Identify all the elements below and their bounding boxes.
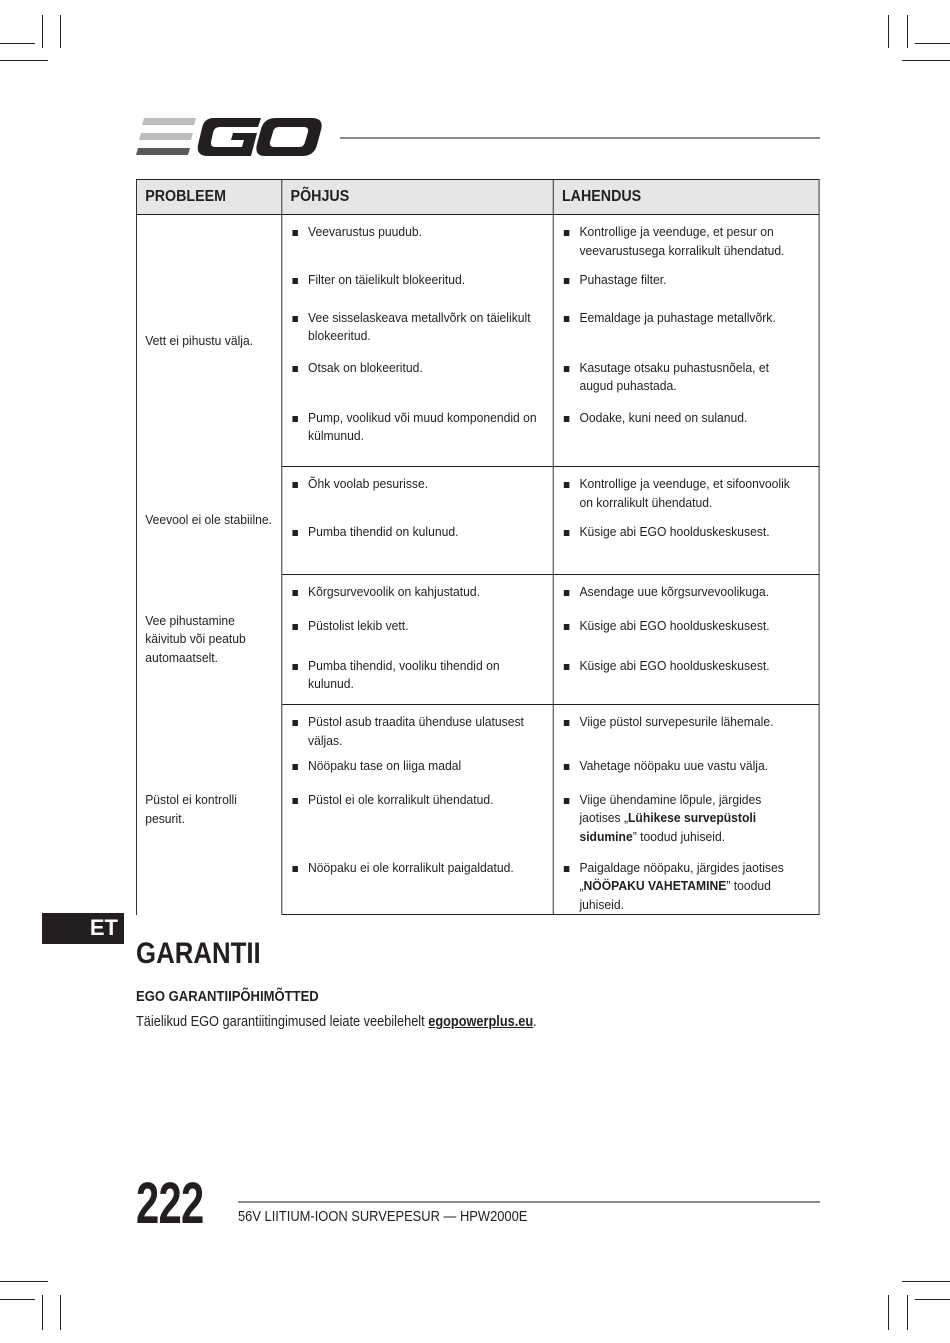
table-row	[136, 467, 819, 521]
solution-item	[554, 223, 819, 260]
bullet-icon	[292, 720, 298, 726]
crop-mark	[0, 1281, 48, 1282]
solution-cell	[553, 615, 819, 655]
cause-item	[282, 713, 552, 750]
solution-cell	[553, 269, 819, 307]
solution-item	[554, 523, 819, 542]
crop-mark	[42, 15, 43, 48]
page-number: 222	[136, 1171, 204, 1236]
solution-text-before: Paigaldage nööpaku, järgides jaotises „	[579, 859, 784, 893]
section-subtitle: EGO GARANTIIPÕHIMÕTTED	[136, 989, 319, 1005]
cause-cell	[282, 407, 553, 467]
solution-cell	[553, 655, 819, 705]
cause-item	[282, 359, 552, 378]
solution-item	[554, 271, 819, 290]
crop-mark	[0, 60, 48, 61]
solution-cell	[553, 467, 819, 521]
cause-text: Pumba tihendid, vooliku tihendid on kulunud.	[308, 657, 500, 691]
bullet-icon	[564, 764, 570, 770]
bullet-icon	[292, 624, 298, 630]
bullet-icon	[564, 530, 570, 536]
cause-item	[282, 859, 552, 878]
solution-cell	[553, 521, 819, 575]
crop-mark	[907, 1295, 908, 1330]
cause-text: Kõrgsurvevoolik on kahjustatud.	[308, 584, 481, 599]
solution-cell	[553, 789, 819, 857]
bullet-icon	[564, 316, 570, 322]
solution-text-before: Viige ühendamine lõpule, järgides jaotises „	[579, 791, 762, 825]
cause-text: Veevarustus puudub.	[308, 224, 423, 239]
solution-cell	[553, 705, 819, 755]
cause-text: Nööpaku tase on liiga madal	[308, 757, 462, 773]
solution-text: Oodake, kuni need on sulanud.	[579, 409, 748, 425]
ego-logo	[136, 116, 322, 158]
bullet-icon	[564, 590, 570, 596]
warranty-text	[136, 1014, 537, 1030]
bullet-icon	[564, 866, 570, 872]
cause-cell	[282, 857, 553, 915]
problem-cell: Püstol ei kontrolli pesurit.	[136, 705, 281, 915]
solution-item	[554, 309, 819, 328]
bullet-icon	[292, 316, 298, 322]
solution-text: Puhastage filter.	[579, 271, 667, 287]
bullet-icon	[292, 590, 298, 596]
solution-cell	[553, 575, 819, 615]
cause-text: Püstolist lekib vett.	[308, 617, 409, 633]
cause-cell	[282, 357, 553, 407]
cause-text: Vee sisselaskeava metallvõrk on täielikult blokeeritud.	[308, 309, 531, 343]
crop-mark	[907, 15, 908, 48]
language-tab	[42, 913, 124, 944]
problem-cell: Veevool ei ole stabiilne.	[136, 467, 281, 575]
crop-mark	[902, 1281, 950, 1282]
bullet-icon	[292, 866, 298, 872]
bullet-icon	[564, 624, 570, 630]
solution-item	[554, 757, 819, 776]
bullet-icon	[292, 530, 298, 536]
crop-mark	[0, 1299, 35, 1300]
cause-item	[282, 523, 552, 542]
crop-mark	[902, 60, 950, 61]
solution-text: Kasutage otsaku puhastusnõela, et augud puhastada.	[579, 359, 769, 393]
cause-text: Püstol ei ole korralikult ühendatud.	[308, 791, 494, 807]
solution-text-after: ” toodud juhiseid.	[579, 878, 771, 912]
bullet-icon	[292, 764, 298, 770]
solution-item	[554, 713, 819, 732]
solution-item	[554, 859, 819, 915]
solution-text: Küsige abi EGO hoolduskeskusest.	[579, 523, 770, 539]
solution-item	[554, 409, 819, 428]
cause-text: Pumba tihendid on kulunud.	[308, 523, 459, 539]
bullet-icon	[292, 278, 298, 284]
column-header-problem: PROBLEEM	[136, 180, 281, 215]
language-tab-label: ET	[89, 915, 118, 940]
solution-text-bold: NÖÖPAKU VAHETAMINE	[583, 878, 727, 893]
solution-text: Viige püstol survepesurile lähemale.	[579, 714, 774, 729]
bullet-icon	[564, 664, 570, 670]
cause-text: Otsak on blokeeritud.	[308, 359, 423, 375]
bullet-icon	[564, 278, 570, 284]
solution-item	[554, 359, 819, 396]
solution-text-after: ” toodud juhiseid.	[632, 828, 726, 844]
table-row	[136, 215, 819, 269]
bullet-icon	[564, 482, 570, 488]
cause-item	[282, 223, 552, 242]
bullet-icon	[292, 664, 298, 670]
cause-text: Õhk voolab pesurisse.	[308, 476, 429, 491]
cause-cell	[282, 755, 553, 789]
cause-item	[282, 309, 552, 346]
solution-cell	[553, 755, 819, 789]
warranty-link[interactable]: egopowerplus.eu	[428, 1014, 534, 1030]
cause-item	[282, 757, 552, 776]
cause-text: Püstol asub traadita ühenduse ulatusest väljas.	[308, 714, 524, 748]
cause-item	[282, 583, 552, 602]
cause-cell	[282, 655, 553, 705]
bullet-icon	[564, 416, 570, 422]
bullet-icon	[564, 366, 570, 372]
bullet-icon	[292, 416, 298, 422]
solution-text: Küsige abi EGO hoolduskeskusest.	[579, 617, 770, 633]
bullet-icon	[292, 482, 298, 488]
solution-cell	[553, 215, 819, 269]
crop-mark	[888, 15, 889, 48]
solution-item	[554, 657, 819, 676]
cause-text: Filter on täielikult blokeeritud.	[308, 271, 466, 287]
solution-text: Asendage uue kõrgsurvevoolikuga.	[579, 584, 769, 599]
bullet-icon	[292, 230, 298, 236]
cause-text: Nööpaku ei ole korralikult paigaldatud.	[308, 859, 514, 875]
solution-item	[554, 617, 819, 636]
solution-text: Kontrollige ja veenduge, et pesur on veevarustusega korralikult ühendatud.	[579, 224, 785, 258]
solution-cell	[553, 357, 819, 407]
solution-text: Küsige abi EGO hoolduskeskusest.	[579, 657, 770, 673]
bullet-icon	[292, 366, 298, 372]
cause-cell	[282, 269, 553, 307]
troubleshooting-table	[136, 179, 820, 915]
solution-cell	[553, 407, 819, 467]
footer-rule	[238, 1201, 820, 1203]
cause-cell	[282, 789, 553, 857]
warranty-text-after: .	[533, 1014, 537, 1030]
solution-cell	[553, 857, 819, 915]
solution-text: Vahetage nööpaku uue vastu välja.	[579, 757, 769, 773]
bullet-icon	[564, 720, 570, 726]
footer-title: 56V LIITIUM-IOON SURVEPESUR — HPW2000E	[238, 1208, 528, 1225]
cause-item	[282, 271, 552, 290]
bullet-icon	[564, 230, 570, 236]
solution-text: Kontrollige ja veenduge, et sifoonvoolik on korralikult ühendatud.	[579, 476, 790, 510]
crop-mark	[888, 1295, 889, 1330]
section-title: GARANTII	[136, 937, 261, 970]
cause-text: Pump, voolikud või muud komponendid on külmunud.	[308, 409, 537, 443]
problem-cell: Vett ei pihustu välja.	[136, 215, 281, 467]
solution-item	[554, 791, 819, 847]
problem-cell: Vee pihustamine käivitub või peatub automaatselt.	[136, 575, 281, 705]
cause-cell	[282, 575, 553, 615]
crop-mark	[0, 43, 35, 44]
cause-cell	[282, 705, 553, 755]
solution-text-bold: Lühikese survepüstoli sidumine	[579, 810, 757, 844]
crop-mark	[42, 1295, 43, 1330]
table-body	[136, 215, 819, 915]
header-rule	[340, 137, 820, 139]
crop-mark	[60, 1295, 61, 1330]
column-header-cause: PÕHJUS	[282, 180, 553, 215]
cause-item	[282, 475, 552, 494]
bullet-icon	[292, 798, 298, 804]
solution-text: Eemaldage ja puhastage metallvõrk.	[579, 309, 776, 325]
table-row	[136, 575, 819, 615]
cause-cell	[282, 615, 553, 655]
cause-cell	[282, 307, 553, 357]
cause-cell	[282, 521, 553, 575]
cause-item	[282, 657, 552, 694]
cause-cell	[282, 215, 553, 269]
cause-item	[282, 409, 552, 446]
solution-item	[554, 583, 819, 602]
column-header-solution: LAHENDUS	[553, 180, 819, 215]
solution-item	[554, 475, 819, 512]
crop-mark	[60, 15, 61, 48]
bullet-icon	[564, 798, 570, 804]
table-header-row	[136, 180, 819, 215]
table-row	[136, 705, 819, 755]
cause-item	[282, 791, 552, 810]
solution-cell	[553, 307, 819, 357]
cause-item	[282, 617, 552, 636]
crop-mark	[915, 43, 950, 44]
warranty-text-before: Täielikud EGO garantiitingimused leiate veebilehelt	[136, 1014, 429, 1030]
cause-cell	[282, 467, 553, 521]
crop-mark	[915, 1299, 950, 1300]
